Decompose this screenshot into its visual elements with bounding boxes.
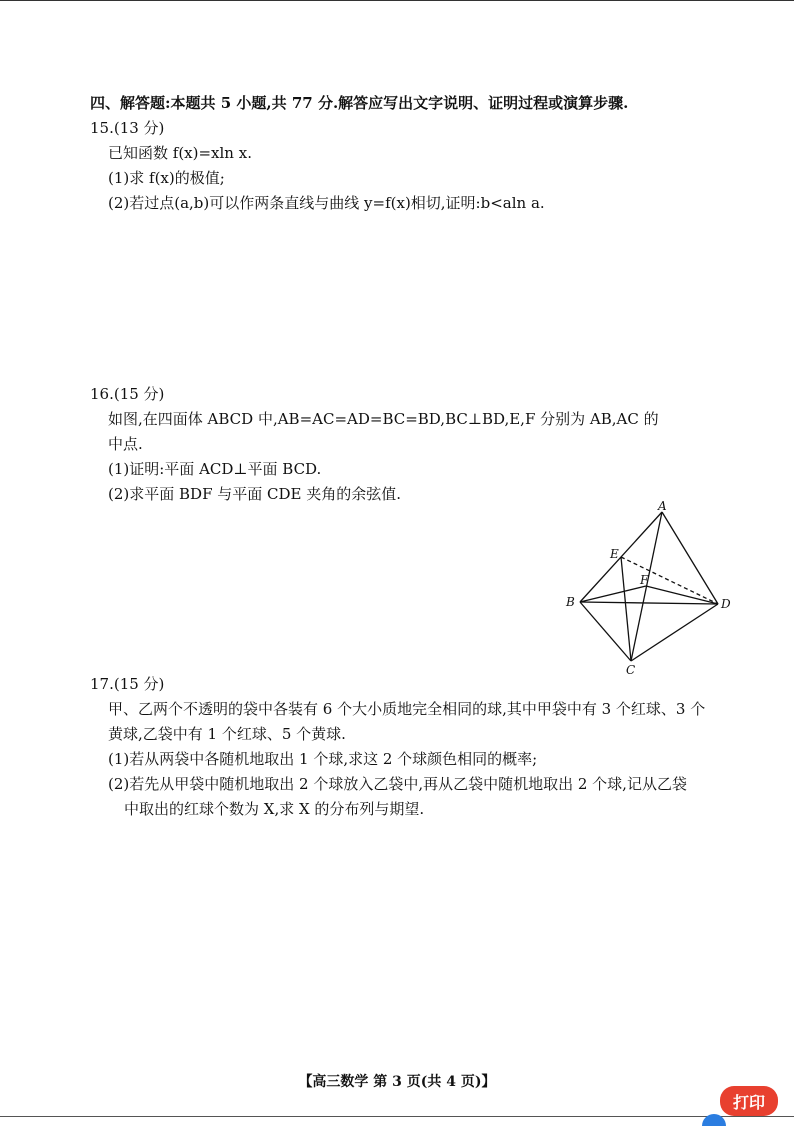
label-f: F bbox=[640, 573, 649, 587]
q16-line-4: (2)求平面 BDF 与平面 CDE 夹角的余弦值. bbox=[108, 485, 401, 503]
segment-ec bbox=[621, 557, 631, 661]
segment-fd bbox=[646, 586, 718, 604]
top-border bbox=[0, 0, 794, 1]
q15-line-2: (1)求 f(x)的极值; bbox=[108, 169, 225, 187]
edge-bd bbox=[580, 602, 718, 604]
bottom-border bbox=[0, 1116, 794, 1117]
q16-line-1: 如图,在四面体 ABCD 中,AB=AC=AD=BC=BD,BC⊥BD,E,F 分别为 AB,AC 的 bbox=[108, 410, 659, 428]
section-header: 四、解答题:本题共 5 小题,共 77 分.解答应写出文字说明、证明过程或演算步骤. bbox=[90, 94, 629, 112]
label-a: A bbox=[658, 500, 667, 513]
edge-ad bbox=[662, 512, 718, 604]
label-c: C bbox=[626, 663, 636, 677]
segment-bf bbox=[580, 586, 646, 602]
page-footer: 【高三数学 第 3 页(共 4 页)】 bbox=[298, 1074, 496, 1090]
print-button[interactable]: 打印 bbox=[720, 1086, 778, 1116]
q17-line-2: 黄球,乙袋中有 1 个红球、5 个黄球. bbox=[108, 725, 346, 743]
label-d: D bbox=[721, 597, 731, 611]
label-e: E bbox=[610, 547, 619, 561]
edge-cd bbox=[631, 604, 718, 661]
tetrahedron-figure bbox=[560, 500, 740, 680]
q15-number: 15.(13 分) bbox=[90, 119, 165, 137]
q15-line-1: 已知函数 f(x)=xln x. bbox=[108, 144, 252, 162]
label-b: B bbox=[566, 595, 575, 609]
edge-bc bbox=[580, 602, 631, 661]
q17-line-4: (2)若先从甲袋中随机地取出 2 个球放入乙袋中,再从乙袋中随机地取出 2 个球,记从乙袋 bbox=[108, 775, 687, 793]
q17-line-1: 甲、乙两个不透明的袋中各装有 6 个大小质地完全相同的球,其中甲袋中有 3 个红球、3 个 bbox=[108, 700, 706, 718]
q15-line-3: (2)若过点(a,b)可以作两条直线与曲线 y=f(x)相切,证明:b<aln a. bbox=[108, 194, 545, 212]
q17-number: 17.(15 分) bbox=[90, 675, 165, 693]
q17-line-5: 中取出的红球个数为 X,求 X 的分布列与期望. bbox=[124, 800, 425, 818]
q16-number: 16.(15 分) bbox=[90, 385, 165, 403]
q17-line-3: (1)若从两袋中各随机地取出 1 个球,求这 2 个球颜色相同的概率; bbox=[108, 750, 538, 768]
q16-line-3: (1)证明:平面 ACD⊥平面 BCD. bbox=[108, 460, 322, 478]
q16-line-2: 中点. bbox=[108, 435, 143, 453]
